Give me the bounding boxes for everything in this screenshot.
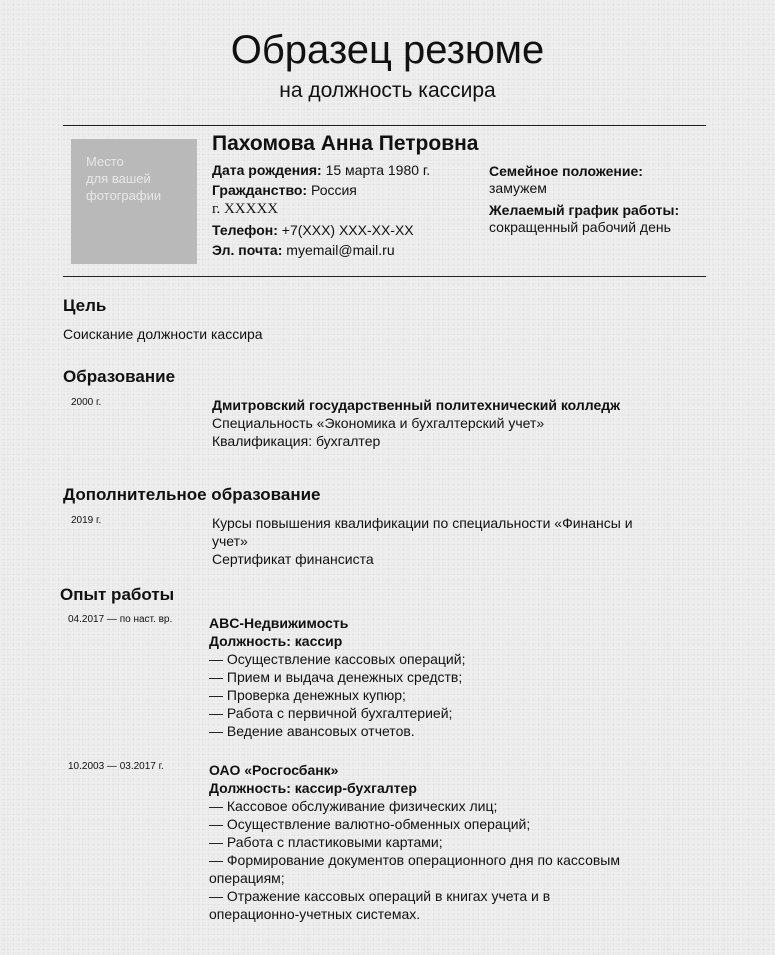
job-position: Должность: кассир-бухгалтер: [209, 780, 417, 796]
photo-caption-line: фотографии: [86, 188, 162, 203]
job-position: Должность: кассир: [209, 633, 343, 649]
city-row: [212, 200, 278, 218]
job-date: 10.2003 — 03.2017 г.: [68, 761, 164, 772]
additional-education-course: Курсы повышения квалификации по специальности «Финансы и: [212, 515, 633, 531]
email-row: [212, 241, 395, 259]
page-subtitle: на должность кассира: [279, 79, 496, 102]
experience-heading: Опыт работы: [60, 585, 175, 604]
birth-date-label: Дата рождения:: [212, 162, 322, 178]
job-duty: — Ведение авансовых отчетов.: [209, 723, 415, 739]
education-heading: Образование: [63, 367, 176, 386]
job-duty: — Отражение кассовых операций в книгах учета и в: [209, 888, 551, 904]
job-duty: — Осуществление кассовых операций;: [209, 651, 466, 667]
top-divider: [63, 125, 706, 126]
email-label: Эл. почта:: [212, 242, 283, 258]
phone-row: [212, 221, 414, 239]
citizenship-label: Гражданство:: [212, 182, 308, 198]
header-divider: [63, 276, 706, 277]
education-entry: [212, 396, 620, 450]
city-value: XXXXX: [223, 201, 279, 217]
job-duty: — Формирование документов операционного дня по кассовым: [209, 852, 620, 868]
additional-education-date: 2019 г.: [71, 515, 102, 526]
work-schedule-value: сокращенный рабочий день: [489, 219, 671, 235]
birth-date-value: 15 марта 1980 г.: [325, 162, 431, 178]
job-company: ABC-Недвижимость: [209, 615, 349, 631]
job-date: 04.2017 — по наст. вр.: [68, 614, 173, 625]
additional-education-entry: [212, 514, 633, 568]
job-duty: — Проверка денежных купюр;: [209, 687, 406, 703]
photo-caption-line: для вашей: [86, 171, 151, 186]
email-value: myemail@mail.ru: [286, 242, 395, 258]
job-duty: операционно-учетных системах.: [209, 906, 421, 922]
phone-value: +7(XXX) XXX-XX-XX: [281, 222, 414, 238]
job-duty: — Прием и выдача денежных средств;: [209, 669, 463, 685]
goal-heading: Цель: [63, 296, 107, 315]
marital-status-label: Семейное положение:: [489, 163, 643, 179]
job-duty: — Осуществление валютно-обменных операций;: [209, 816, 531, 832]
education-institution: Дмитровский государственный политехнический колледж: [212, 397, 621, 413]
city-prefix: г.: [212, 201, 221, 217]
education-date: 2000 г.: [71, 397, 102, 408]
work-schedule-label: Желаемый график работы:: [489, 202, 680, 218]
job-duty: — Работа с первичной бухгалтерией;: [209, 705, 453, 721]
additional-education-heading: Дополнительное образование: [63, 485, 321, 504]
marital-status-value: замужем: [489, 180, 547, 196]
citizenship-value: Россия: [310, 182, 357, 198]
citizenship-row: [212, 181, 357, 199]
phone-label: Телефон:: [212, 222, 278, 238]
candidate-name: Пахомова Анна Петровна: [212, 132, 479, 155]
birth-date-row: [212, 161, 430, 179]
education-qualification: Квалификация: бухгалтер: [212, 433, 381, 449]
job-duty: — Кассовое обслуживание физических лиц;: [209, 798, 498, 814]
education-specialty: Специальность «Экономика и бухгалтерский учет»: [212, 415, 545, 431]
job-duty: операциям;: [209, 870, 285, 886]
photo-caption-line: Место: [86, 154, 124, 169]
job-entry: [209, 761, 620, 923]
job-duty: — Работа с пластиковыми картами;: [209, 834, 443, 850]
page-title: Образец резюме: [230, 28, 545, 72]
job-company: ОАО «Росгосбанк»: [209, 762, 339, 778]
job-entry: [209, 614, 465, 740]
photo-placeholder: [71, 139, 197, 264]
additional-education-course-cont: учет»: [212, 533, 248, 549]
goal-text: Соискание должности кассира: [63, 326, 263, 342]
additional-education-certificate: Сертификат финансиста: [212, 551, 374, 567]
